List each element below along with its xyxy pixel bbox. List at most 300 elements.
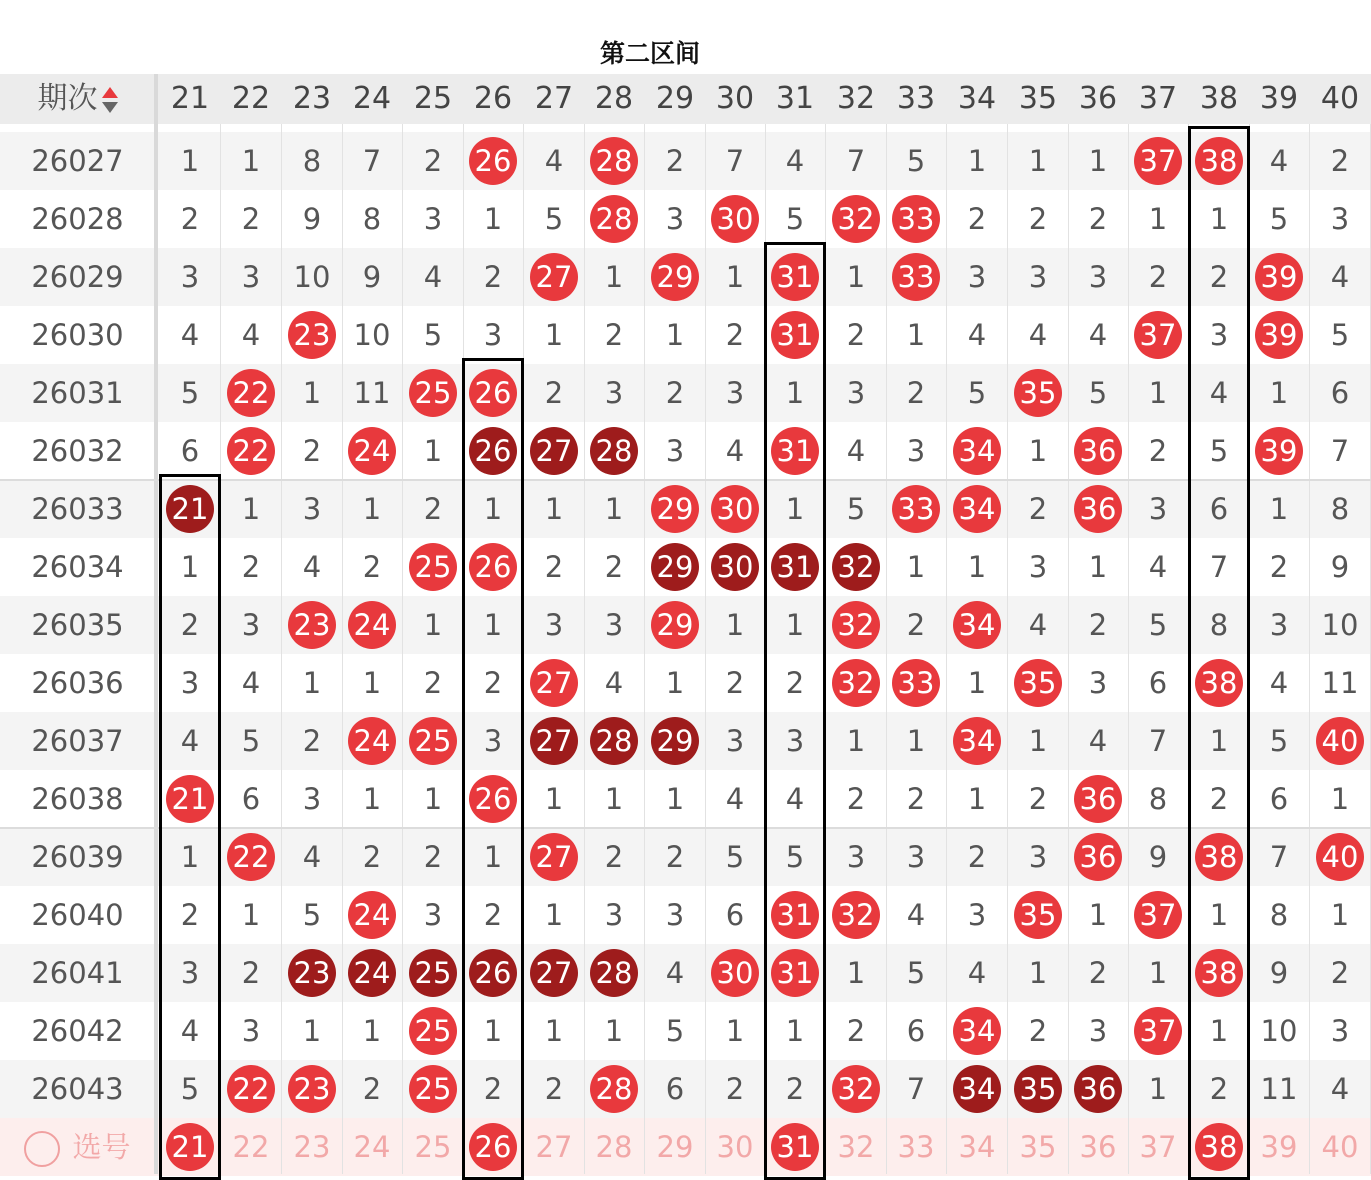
issue-number: 26038 <box>31 782 124 816</box>
hit-ball: 31 <box>771 253 819 301</box>
column-header: 34 <box>957 81 997 116</box>
hit-ball: 29 <box>651 601 699 649</box>
omission-count: 1 <box>180 840 200 874</box>
select-number-option[interactable]: 29 <box>656 1130 694 1164</box>
omission-count: 11 <box>1260 1072 1298 1106</box>
omission-count: 4 <box>241 666 261 700</box>
omission-count: 1 <box>1209 898 1229 932</box>
hit-ball: 32 <box>832 1065 880 1113</box>
omission-count: 9 <box>362 260 382 294</box>
omission-count: 2 <box>1209 260 1229 294</box>
omission-count: 1 <box>241 144 261 178</box>
omission-count: 1 <box>967 666 987 700</box>
omission-count: 5 <box>725 840 745 874</box>
column-divider <box>342 124 343 1174</box>
hit-ball: 22 <box>227 369 275 417</box>
omission-count: 8 <box>1148 782 1168 816</box>
omission-count: 8 <box>1330 492 1350 526</box>
issue-number: 26039 <box>31 840 124 874</box>
hit-ball: 29 <box>651 485 699 533</box>
omission-count: 3 <box>665 434 685 468</box>
omission-count: 2 <box>665 376 685 410</box>
omission-count: 1 <box>302 1014 322 1048</box>
omission-count: 4 <box>1028 318 1048 352</box>
omission-count: 2 <box>1088 608 1108 642</box>
issue-number: 26043 <box>31 1072 124 1106</box>
issue-number: 26034 <box>31 550 124 584</box>
issue-number: 26027 <box>31 144 124 178</box>
omission-count: 3 <box>604 898 624 932</box>
column-header: 26 <box>473 81 513 116</box>
hit-ball: 39 <box>1255 427 1303 475</box>
consecutive-hit-ball: 27 <box>530 717 578 765</box>
column-header: 32 <box>836 81 876 116</box>
select-number-option[interactable]: 30 <box>716 1130 754 1164</box>
hit-ball: 34 <box>953 427 1001 475</box>
table-row <box>0 364 1371 422</box>
hit-ball: 28 <box>590 1065 638 1113</box>
omission-count: 2 <box>1088 956 1108 990</box>
omission-count: 1 <box>967 782 987 816</box>
consecutive-hit-ball: 30 <box>711 543 759 591</box>
omission-count: 7 <box>725 144 745 178</box>
consecutive-hit-ball: 24 <box>348 949 396 997</box>
omission-count: 2 <box>1028 1014 1048 1048</box>
omission-count: 1 <box>423 782 443 816</box>
omission-count: 5 <box>785 840 805 874</box>
hit-ball: 25 <box>409 1065 457 1113</box>
omission-count: 5 <box>785 202 805 236</box>
omission-count: 1 <box>1148 376 1168 410</box>
omission-count: 1 <box>483 608 503 642</box>
omission-count: 2 <box>483 260 503 294</box>
omission-count: 3 <box>180 260 200 294</box>
hit-ball: 27 <box>530 253 578 301</box>
hit-ball: 26 <box>469 775 517 823</box>
omission-count: 3 <box>302 492 322 526</box>
omission-count: 4 <box>180 318 200 352</box>
omission-count: 2 <box>180 202 200 236</box>
column-header: 27 <box>534 81 574 116</box>
omission-count: 9 <box>1148 840 1168 874</box>
omission-count: 1 <box>1209 1014 1229 1048</box>
hit-ball: 39 <box>1255 253 1303 301</box>
issue-number: 26037 <box>31 724 124 758</box>
omission-count: 4 <box>604 666 624 700</box>
omission-count: 6 <box>665 1072 685 1106</box>
omission-count: 4 <box>785 144 805 178</box>
column-header: 23 <box>292 81 332 116</box>
selected-number-ball[interactable]: 31 <box>771 1123 819 1171</box>
column-divider <box>281 124 282 1174</box>
omission-count: 8 <box>1209 608 1229 642</box>
omission-count: 2 <box>846 318 866 352</box>
hit-ball: 34 <box>953 601 1001 649</box>
omission-count: 5 <box>544 202 564 236</box>
omission-count: 2 <box>665 144 685 178</box>
selected-number-ball[interactable]: 38 <box>1195 1123 1243 1171</box>
omission-count: 2 <box>1209 1072 1229 1106</box>
omission-count: 4 <box>1088 724 1108 758</box>
omission-count: 1 <box>665 782 685 816</box>
select-number-option[interactable]: 37 <box>1139 1130 1177 1164</box>
select-number-option[interactable]: 24 <box>353 1130 391 1164</box>
hit-ball: 38 <box>1195 137 1243 185</box>
omission-count: 2 <box>180 608 200 642</box>
omission-count: 1 <box>785 1014 805 1048</box>
hit-ball: 28 <box>590 195 638 243</box>
omission-count: 1 <box>725 608 745 642</box>
hit-ball: 37 <box>1134 891 1182 939</box>
column-highlight-box <box>462 358 524 1180</box>
omission-count: 9 <box>1269 956 1289 990</box>
omission-count: 3 <box>180 666 200 700</box>
omission-count: 3 <box>1148 492 1168 526</box>
omission-count: 2 <box>1330 956 1350 990</box>
omission-count: 4 <box>302 840 322 874</box>
omission-count: 1 <box>1330 898 1350 932</box>
column-highlight-box <box>159 474 221 1180</box>
select-number-option[interactable]: 34 <box>958 1130 996 1164</box>
omission-count: 2 <box>1028 202 1048 236</box>
omission-count: 1 <box>967 144 987 178</box>
omission-count: 1 <box>665 666 685 700</box>
omission-count: 4 <box>1269 144 1289 178</box>
consecutive-hit-ball: 29 <box>651 543 699 591</box>
omission-count: 4 <box>1209 376 1229 410</box>
omission-count: 2 <box>725 318 745 352</box>
omission-count: 2 <box>725 1072 745 1106</box>
omission-count: 3 <box>846 840 866 874</box>
selected-number-ball[interactable]: 21 <box>166 1123 214 1171</box>
column-header: 28 <box>594 81 634 116</box>
omission-count: 1 <box>846 260 866 294</box>
omission-count: 5 <box>1209 434 1229 468</box>
omission-count: 4 <box>423 260 443 294</box>
hit-ball: 34 <box>953 1007 1001 1055</box>
omission-count: 4 <box>967 318 987 352</box>
omission-count: 2 <box>362 840 382 874</box>
omission-count: 1 <box>180 550 200 584</box>
sort-issue-header[interactable] <box>0 74 155 124</box>
column-highlight-box <box>764 242 826 1180</box>
column-header: 22 <box>231 81 271 116</box>
omission-count: 1 <box>362 492 382 526</box>
omission-count: 2 <box>1028 492 1048 526</box>
hit-ball: 30 <box>711 949 759 997</box>
table-row <box>0 248 1371 306</box>
omission-count: 1 <box>423 434 443 468</box>
hit-ball: 23 <box>288 311 336 359</box>
omission-count: 1 <box>241 492 261 526</box>
omission-count: 1 <box>665 318 685 352</box>
omission-count: 5 <box>241 724 261 758</box>
table-row <box>0 190 1371 248</box>
omission-count: 1 <box>906 550 926 584</box>
omission-count: 3 <box>302 782 322 816</box>
omission-count: 3 <box>665 898 685 932</box>
hit-ball: 37 <box>1134 1007 1182 1055</box>
hit-ball: 25 <box>409 717 457 765</box>
column-header: 35 <box>1018 81 1058 116</box>
omission-count: 2 <box>241 550 261 584</box>
omission-count: 2 <box>604 840 624 874</box>
omission-count: 3 <box>725 376 745 410</box>
omission-count: 3 <box>241 1014 261 1048</box>
omission-count: 3 <box>180 956 200 990</box>
hit-ball: 26 <box>469 137 517 185</box>
column-divider <box>584 124 585 1174</box>
hit-ball: 38 <box>1195 659 1243 707</box>
omission-count: 1 <box>241 898 261 932</box>
hit-ball: 26 <box>469 369 517 417</box>
select-number-option[interactable]: 35 <box>1019 1130 1057 1164</box>
omission-count: 5 <box>180 1072 200 1106</box>
hit-ball: 25 <box>409 369 457 417</box>
omission-count: 2 <box>604 550 624 584</box>
omission-count: 1 <box>1088 898 1108 932</box>
select-number-option[interactable]: 28 <box>595 1130 633 1164</box>
column-header: 30 <box>715 81 755 116</box>
issue-number: 26030 <box>31 318 124 352</box>
select-label: 选号 <box>72 1130 131 1164</box>
omission-count: 7 <box>1148 724 1168 758</box>
select-number-option[interactable]: 36 <box>1079 1130 1117 1164</box>
omission-count: 1 <box>604 782 624 816</box>
omission-count: 2 <box>846 782 866 816</box>
omission-count: 1 <box>1028 434 1048 468</box>
hit-ball: 27 <box>530 833 578 881</box>
omission-count: 5 <box>1269 202 1289 236</box>
select-number-option[interactable]: 32 <box>837 1130 875 1164</box>
sort-arrows-icon <box>102 85 118 115</box>
omission-count: 3 <box>906 840 926 874</box>
hit-ball: 32 <box>832 601 880 649</box>
omission-count: 11 <box>353 376 391 410</box>
hit-ball: 31 <box>771 891 819 939</box>
omission-count: 5 <box>1088 376 1108 410</box>
omission-count: 4 <box>1028 608 1048 642</box>
hit-ball: 30 <box>711 195 759 243</box>
omission-count: 5 <box>906 956 926 990</box>
select-number-option[interactable]: 39 <box>1260 1130 1298 1164</box>
omission-count: 1 <box>483 840 503 874</box>
omission-count: 5 <box>906 144 926 178</box>
omission-count: 4 <box>785 782 805 816</box>
omission-count: 1 <box>544 782 564 816</box>
omission-count: 3 <box>665 202 685 236</box>
omission-count: 3 <box>1330 1014 1350 1048</box>
hit-ball: 30 <box>711 485 759 533</box>
omission-count: 1 <box>1088 550 1108 584</box>
omission-count: 2 <box>1148 260 1168 294</box>
omission-count: 3 <box>423 898 443 932</box>
omission-count: 1 <box>604 492 624 526</box>
omission-count: 1 <box>544 492 564 526</box>
omission-count: 1 <box>967 550 987 584</box>
first-column-divider <box>154 74 158 1174</box>
select-number-option[interactable]: 22 <box>232 1130 270 1164</box>
hit-ball: 28 <box>590 137 638 185</box>
omission-count: 1 <box>604 1014 624 1048</box>
omission-count: 1 <box>1148 1072 1168 1106</box>
omission-count: 3 <box>1028 840 1048 874</box>
omission-count: 2 <box>906 782 926 816</box>
omission-count: 5 <box>665 1014 685 1048</box>
issue-number: 26029 <box>31 260 124 294</box>
hit-ball: 33 <box>892 659 940 707</box>
consecutive-hit-ball: 26 <box>469 427 517 475</box>
omission-count: 4 <box>846 434 866 468</box>
issue-number: 26040 <box>31 898 124 932</box>
column-divider <box>946 124 947 1174</box>
omission-count: 3 <box>604 376 624 410</box>
omission-count: 9 <box>302 202 322 236</box>
select-number-option[interactable]: 40 <box>1321 1130 1359 1164</box>
omission-count: 6 <box>180 434 200 468</box>
consecutive-hit-ball: 35 <box>1014 1065 1062 1113</box>
omission-count: 1 <box>1028 724 1048 758</box>
omission-count: 6 <box>1269 782 1289 816</box>
hit-ball: 23 <box>288 1065 336 1113</box>
omission-count: 5 <box>846 492 866 526</box>
omission-count: 2 <box>180 898 200 932</box>
omission-count: 2 <box>423 492 443 526</box>
omission-count: 2 <box>362 550 382 584</box>
column-header: 21 <box>170 81 210 116</box>
omission-count: 2 <box>846 1014 866 1048</box>
column-divider <box>1068 124 1069 1174</box>
issue-number: 26041 <box>31 956 124 990</box>
omission-count: 3 <box>785 724 805 758</box>
omission-count: 1 <box>1330 782 1350 816</box>
omission-count: 7 <box>1330 434 1350 468</box>
select-number-option[interactable]: 23 <box>293 1130 331 1164</box>
omission-count: 2 <box>362 1072 382 1106</box>
column-divider <box>886 124 887 1174</box>
omission-count: 3 <box>1088 260 1108 294</box>
omission-count: 4 <box>302 550 322 584</box>
select-number-option[interactable]: 33 <box>897 1130 935 1164</box>
hit-ball: 23 <box>288 601 336 649</box>
select-number-option[interactable]: 25 <box>414 1130 452 1164</box>
omission-count: 1 <box>604 260 624 294</box>
section-title: 第二区间 <box>599 39 700 68</box>
hit-ball: 22 <box>227 427 275 475</box>
omission-count: 1 <box>1028 144 1048 178</box>
column-header: 37 <box>1138 81 1178 116</box>
omission-count: 2 <box>423 144 443 178</box>
omission-count: 7 <box>362 144 382 178</box>
omission-count: 4 <box>725 434 745 468</box>
hit-ball: 32 <box>832 659 880 707</box>
omission-count: 1 <box>483 1014 503 1048</box>
omission-count: 4 <box>1330 1072 1350 1106</box>
omission-count: 4 <box>1148 550 1168 584</box>
omission-count: 4 <box>906 898 926 932</box>
column-header: 31 <box>775 81 815 116</box>
hit-ball: 21 <box>166 775 214 823</box>
omission-count: 1 <box>785 492 805 526</box>
omission-count: 6 <box>241 782 261 816</box>
omission-count: 4 <box>967 956 987 990</box>
column-highlight-box <box>1188 126 1250 1180</box>
radio-circle-icon[interactable] <box>24 1131 60 1167</box>
select-row-label[interactable] <box>0 1118 155 1176</box>
omission-count: 1 <box>302 666 322 700</box>
omission-count: 5 <box>180 376 200 410</box>
omission-count: 4 <box>241 318 261 352</box>
omission-count: 1 <box>423 608 443 642</box>
omission-count: 3 <box>1028 260 1048 294</box>
omission-count: 3 <box>906 434 926 468</box>
issue-number: 26032 <box>31 434 124 468</box>
omission-count: 2 <box>1330 144 1350 178</box>
omission-count: 1 <box>906 724 926 758</box>
omission-count: 6 <box>1330 376 1350 410</box>
omission-count: 10 <box>353 318 391 352</box>
omission-count: 4 <box>1269 666 1289 700</box>
hit-ball: 36 <box>1074 485 1122 533</box>
omission-count: 2 <box>725 666 745 700</box>
column-divider <box>644 124 645 1174</box>
hit-ball: 27 <box>530 659 578 707</box>
omission-count: 9 <box>1330 550 1350 584</box>
omission-count: 2 <box>967 840 987 874</box>
hit-ball: 26 <box>469 543 517 591</box>
omission-count: 2 <box>483 666 503 700</box>
hit-ball: 33 <box>892 195 940 243</box>
column-header: 33 <box>896 81 936 116</box>
omission-count: 5 <box>1330 318 1350 352</box>
select-number-option[interactable]: 27 <box>535 1130 573 1164</box>
omission-count: 2 <box>544 376 564 410</box>
sort-up-icon <box>102 87 118 98</box>
hit-ball: 36 <box>1074 775 1122 823</box>
omission-count: 2 <box>1088 202 1108 236</box>
omission-count: 2 <box>544 1072 564 1106</box>
consecutive-hit-ball: 36 <box>1074 1065 1122 1113</box>
issue-number: 26031 <box>31 376 124 410</box>
omission-count: 1 <box>180 144 200 178</box>
omission-count: 2 <box>423 666 443 700</box>
consecutive-hit-ball: 23 <box>288 949 336 997</box>
omission-count: 6 <box>1148 666 1168 700</box>
consecutive-hit-ball: 29 <box>651 717 699 765</box>
omission-count: 3 <box>1088 1014 1108 1048</box>
omission-count: 4 <box>1088 318 1108 352</box>
selected-number-ball[interactable]: 26 <box>469 1123 517 1171</box>
omission-count: 4 <box>665 956 685 990</box>
omission-count: 8 <box>1269 898 1289 932</box>
omission-count: 2 <box>302 724 322 758</box>
omission-count: 1 <box>906 318 926 352</box>
omission-count: 3 <box>241 260 261 294</box>
hit-ball: 35 <box>1014 659 1062 707</box>
column-divider <box>1309 124 1310 1174</box>
header-row <box>0 74 1371 124</box>
consecutive-hit-ball: 28 <box>590 427 638 475</box>
omission-count: 2 <box>423 840 443 874</box>
omission-count: 1 <box>483 202 503 236</box>
consecutive-hit-ball: 28 <box>590 949 638 997</box>
hit-ball: 34 <box>953 717 1001 765</box>
omission-count: 2 <box>665 840 685 874</box>
omission-count: 1 <box>1269 492 1289 526</box>
sort-down-icon <box>102 102 118 113</box>
omission-count: 1 <box>1209 202 1229 236</box>
omission-count: 1 <box>1028 956 1048 990</box>
